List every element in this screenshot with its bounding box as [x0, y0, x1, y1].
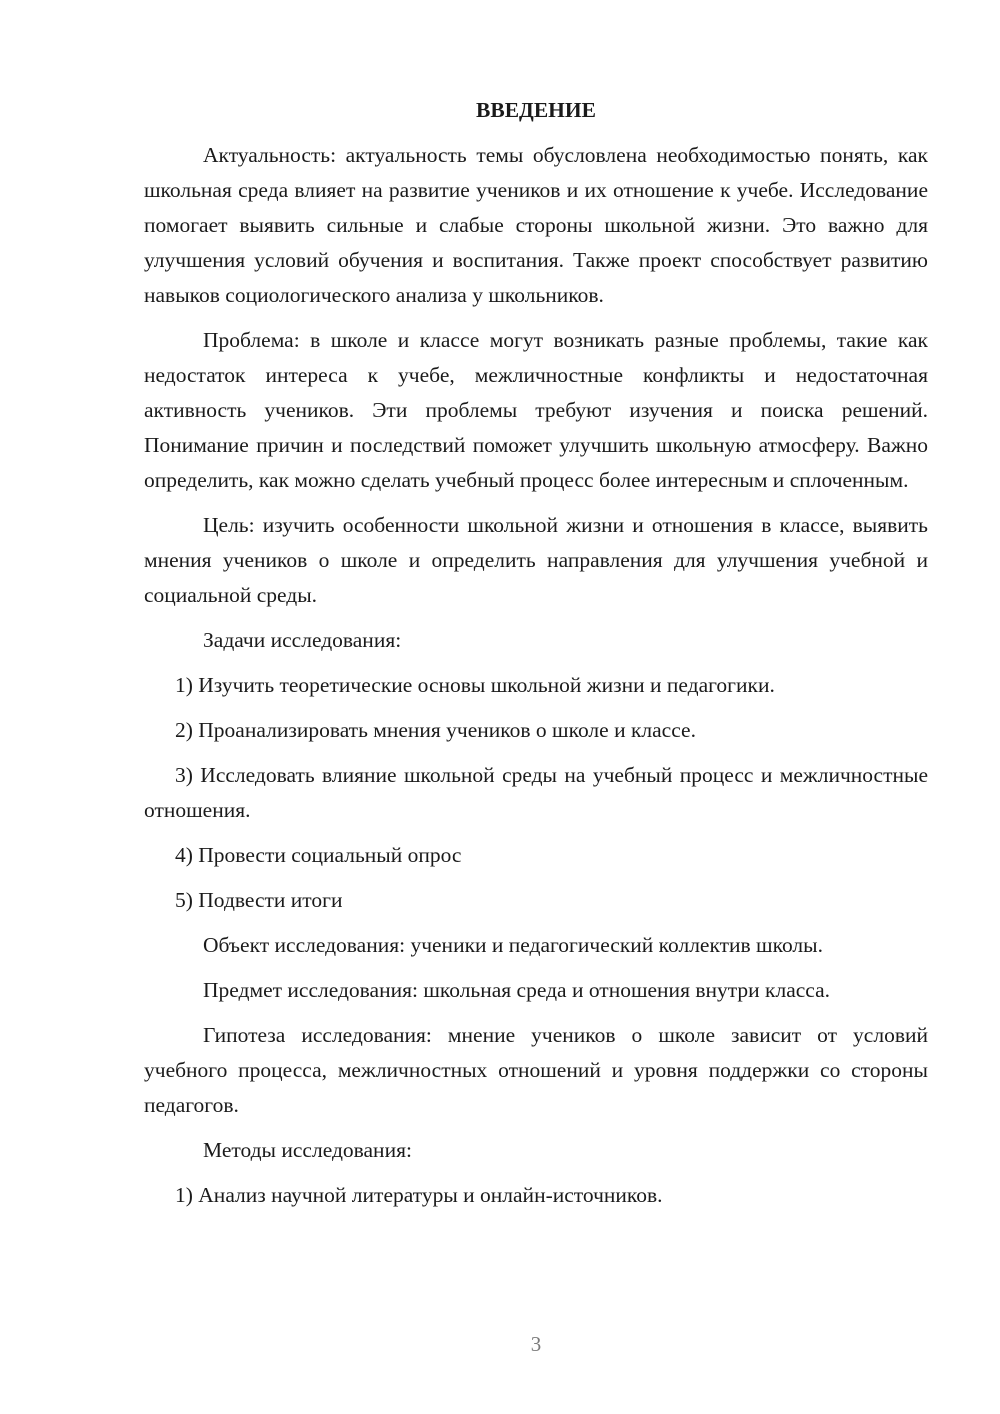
- task-item-2: 2) Проанализировать мнения учеников о школе и классе.: [175, 718, 696, 742]
- task-item-1: 1) Изучить теоретические основы школьной жизни и педагогики.: [175, 673, 775, 697]
- problem-paragraph: Проблема: в школе и классе могут возникать разные проблемы, такие как недостаток интереса к учебе, межличностные конфликты и недостаточная активность учеников. Эти проблемы требуют изучения и поиска решений. Понимание причин и последствий поможет улучшить школьную атмосферу. Важно определить, как можно сделать учебный процесс более интересным и сплоченным.: [144, 328, 928, 492]
- methods-heading: Методы исследования:: [203, 1138, 412, 1162]
- goal-paragraph: Цель: изучить особенности школьной жизни и отношения в классе, выявить мнения учеников о школе и определить направления для улучшения учебной и социальной среды.: [144, 513, 928, 607]
- subject-paragraph: Предмет исследования: школьная среда и отношения внутри класса.: [203, 978, 831, 1002]
- relevance-paragraph: Актуальность: актуальность темы обусловлена необходимостью понять, как школьная среда влияет на развитие учеников и их отношение к учебе. Исследование помогает выявить сильные и слабые стороны школьной жизни. Это важно для улучшения условий обучения и воспитания. Также проект способствует развитию навыков социологического анализа у школьников.: [144, 143, 928, 307]
- task-item-3: 3) Исследовать влияние школьной среды на учебный процесс и межличностные отношения.: [144, 763, 928, 822]
- document-page: [144, 92, 928, 1223]
- task-item-5: 5) Подвести итоги: [175, 888, 343, 912]
- object-paragraph: Объект исследования: ученики и педагогический коллектив школы.: [203, 933, 823, 957]
- tasks-heading: Задачи исследования:: [203, 628, 402, 652]
- method-item-1: 1) Анализ научной литературы и онлайн-источников.: [175, 1183, 663, 1207]
- page-number: 3: [530, 1332, 542, 1356]
- hypothesis-paragraph: Гипотеза исследования: мнение учеников о школе зависит от условий учебного процесса, межличностных отношений и уровня поддержки со стороны педагогов.: [144, 1023, 928, 1117]
- section-title: ВВЕДЕНИЕ: [476, 98, 596, 122]
- task-item-4: 4) Провести социальный опрос: [175, 843, 462, 867]
